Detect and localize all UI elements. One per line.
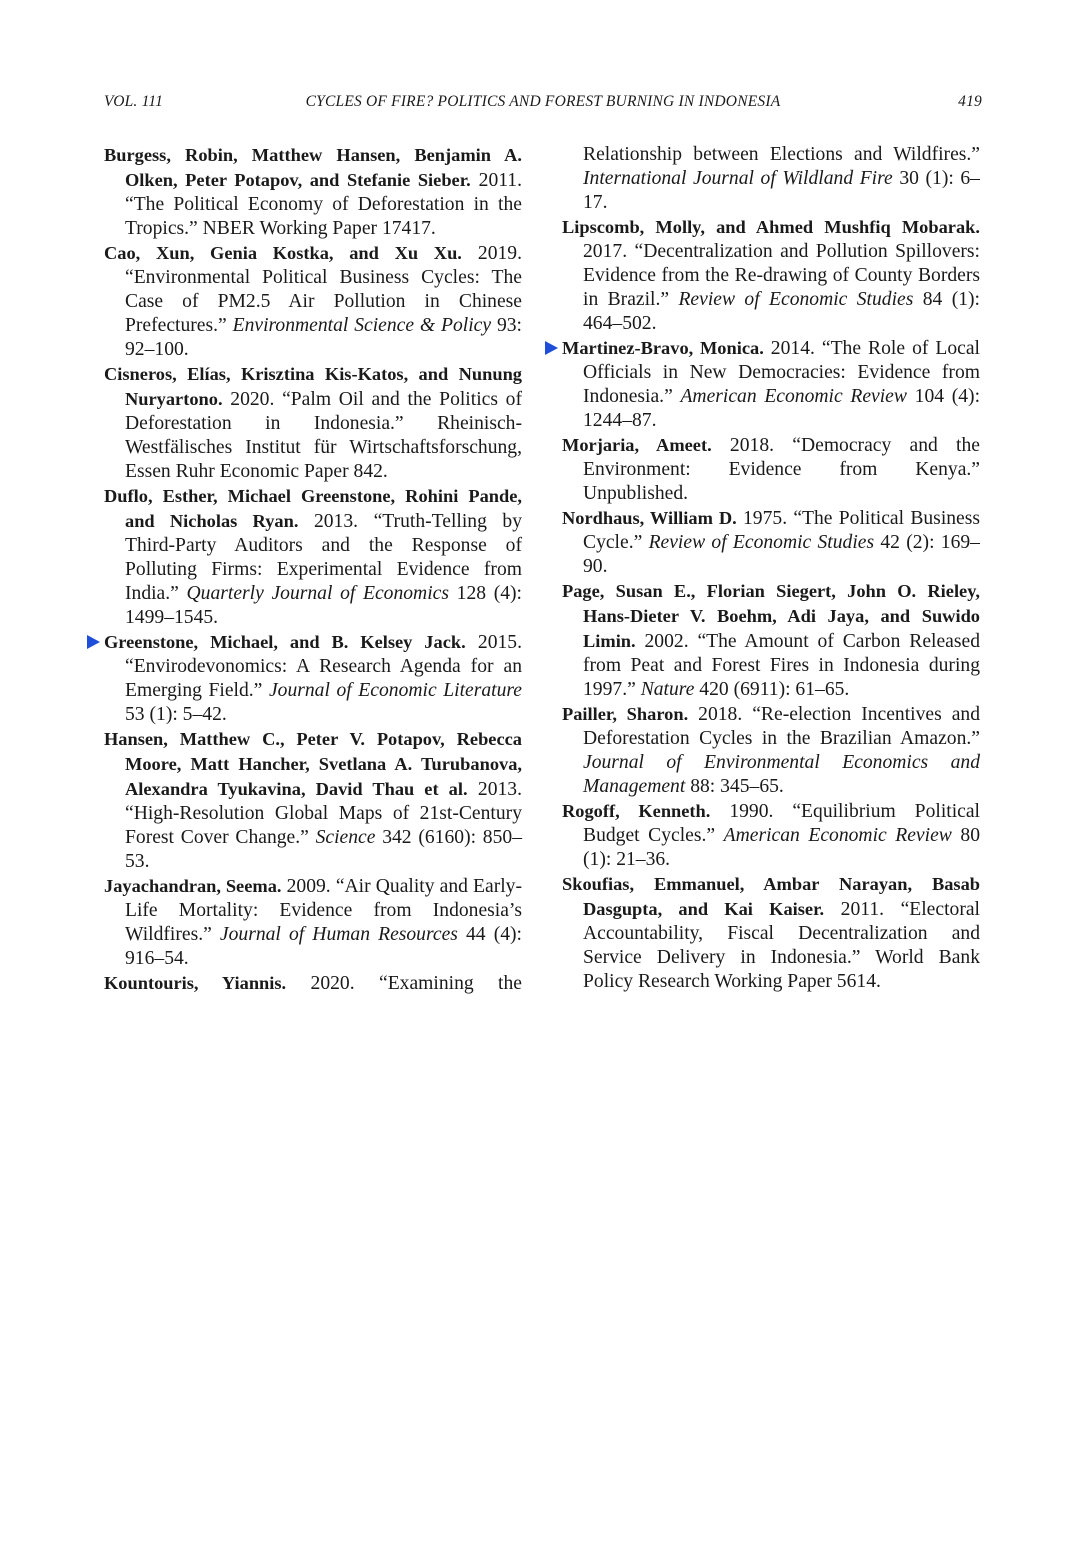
reference-details: 2011. “Electoral Accountability, Fiscal Decentralization and Service Delivery in Indonesia.” World Bank Policy Research Working Paper 5614. xyxy=(583,899,980,992)
reference-entry xyxy=(104,143,522,241)
volume-label: VOL. 111 xyxy=(104,93,164,110)
reference-volume: 53 (1): 5–42. xyxy=(125,704,227,725)
reference-entry xyxy=(562,215,980,336)
reference-journal: Journal of Environmental Economics and Management xyxy=(583,752,980,797)
reference-entry xyxy=(562,506,980,579)
reference-details: 1990. “Equilibrium Political Budget Cycles.” xyxy=(583,801,980,846)
reference-entry xyxy=(104,362,522,484)
reference-entry xyxy=(104,630,522,727)
references-right-column xyxy=(562,143,980,994)
reference-entry xyxy=(562,872,980,994)
reference-journal: Quarterly Journal of Economics xyxy=(186,583,449,604)
reference-details: 2020. “Palm Oil and the Politics of Deforestation in Indonesia.” Rheinisch-Westfälisches Institut für Wirtschaftsforschung, Essen Ruhr Economic Paper 842. xyxy=(125,389,522,482)
reference-authors: Cisneros, Elías, Krisztina Kis-Katos, and Nunung Nuryartono. xyxy=(104,364,522,409)
reference-volume: 104 (4): 1244–87. xyxy=(583,386,981,431)
reference-details: 2013. “Truth-Telling by Third-Party Auditors and the Response of Polluting Firms: Experimental Evidence from India.” xyxy=(125,511,522,604)
reference-journal: American Economic Review xyxy=(680,386,907,407)
reference-authors: Cao, Xun, Genia Kostka, and Xu Xu. xyxy=(104,243,462,263)
reference-details: 2014. “The Role of Local Officials in New Democracies: Evidence from Indonesia.” xyxy=(583,338,980,407)
reference-entry-continued xyxy=(562,143,980,215)
reference-volume: 128 (4): 1499–1545. xyxy=(125,583,522,628)
reference-authors: Page, Susan E., Florian Siegert, John O. Rieley, Hans-Dieter V. Boehm, Adi Jaya, and Suwido Limin. xyxy=(562,581,980,651)
reference-details: Relationship between Elections and Wildfires.” xyxy=(583,144,980,165)
reference-journal: Environmental Science & Policy xyxy=(232,315,492,336)
reference-details: 1975. “The Political Business Cycle.” xyxy=(583,508,981,553)
reference-entry xyxy=(104,484,522,630)
reference-journal: Review of Economic Studies xyxy=(678,289,914,310)
reference-volume: 88: 345–65. xyxy=(685,776,784,797)
reference-entry xyxy=(562,579,980,702)
running-title: CYCLES OF FIRE? POLITICS AND FOREST BURNING IN INDONESIA xyxy=(305,93,781,110)
reference-entry xyxy=(104,241,522,362)
reference-authors: Rogoff, Kenneth. xyxy=(562,801,711,821)
reference-volume: 44 (4): 916–54. xyxy=(125,924,522,969)
reference-details: 2015. “Envirodevonomics: A Research Agenda for an Emerging Field.” xyxy=(125,632,522,701)
reference-authors: Martinez-Bravo, Monica. xyxy=(562,338,764,358)
reference-entry xyxy=(562,799,980,872)
reference-details: 2017. “Decentralization and Pollution Spillovers: Evidence from the Re-drawing of County Borders in Brazil.” xyxy=(583,241,980,310)
reference-entry xyxy=(562,433,980,506)
reference-authors: Nordhaus, William D. xyxy=(562,508,737,528)
reference-entry xyxy=(562,336,980,433)
reference-details: 2018. “Democracy and the Environment: Evidence from Kenya.” Unpublished. xyxy=(583,435,980,504)
reference-journal: Journal of Economic Literature xyxy=(268,680,522,701)
reference-volume: 420 (6911): 61–65. xyxy=(694,679,850,700)
reference-details: 2013. “High-Resolution Global Maps of 21st-Century Forest Cover Change.” xyxy=(125,779,523,848)
reference-journal: American Economic Review xyxy=(723,825,952,846)
reference-details: 2018. “Re-election Incentives and Deforestation Cycles in the Brazilian Amazon.” xyxy=(583,704,981,749)
reference-volume: 342 (6160): 850–53. xyxy=(125,827,522,872)
reference-authors: Pailler, Sharon. xyxy=(562,704,689,724)
running-head xyxy=(104,93,982,117)
reference-journal: Science xyxy=(315,827,376,848)
reference-entry xyxy=(562,702,980,799)
reference-volume: 93: 92–100. xyxy=(125,315,522,360)
reference-details: 2002. “The Amount of Carbon Released from Peat and Forest Fires in Indonesia during 1997.” xyxy=(583,631,980,700)
reference-entry xyxy=(104,971,522,996)
reference-authors: Skoufias, Emmanuel, Ambar Narayan, Basab Dasgupta, and Kai Kaiser. xyxy=(562,874,980,919)
reference-volume: 80 (1): 21–36. xyxy=(583,825,980,870)
reference-journal: International Journal of Wildland Fire xyxy=(583,168,893,189)
reference-details: 2020. “Examining the xyxy=(286,973,522,994)
reference-volume: 30 (1): 6–17. xyxy=(583,168,980,213)
reference-details: 2009. “Air Quality and Early-Life Mortality: Evidence from Indonesia’s Wildfires.” xyxy=(125,876,522,945)
page-number: 419 xyxy=(958,93,982,110)
reference-authors: Morjaria, Ameet. xyxy=(562,435,712,455)
reference-authors: Jayachandran, Seema. xyxy=(104,876,282,896)
reference-authors: Duflo, Esther, Michael Greenstone, Rohini Pande, and Nicholas Ryan. xyxy=(104,486,522,531)
references-left-column xyxy=(104,143,522,996)
reference-authors: Greenstone, Michael, and B. Kelsey Jack. xyxy=(104,632,466,652)
reference-entry xyxy=(104,874,522,971)
reference-entry xyxy=(104,727,522,874)
reference-authors: Lipscomb, Molly, and Ahmed Mushfiq Mobarak. xyxy=(562,217,980,237)
reference-volume: 84 (1): 464–502. xyxy=(583,289,980,334)
reference-authors: Hansen, Matthew C., Peter V. Potapov, Rebecca Moore, Matt Hancher, Svetlana A. Turubanova, Alexandra Tyukavina, David Thau et al. xyxy=(104,729,522,799)
reference-journal: Nature xyxy=(640,679,695,700)
reference-details: 2019. “Environmental Political Business Cycles: The Case of PM2.5 Air Pollution in Chinese Prefectures.” xyxy=(125,243,522,336)
reference-journal: Review of Economic Studies xyxy=(648,532,875,553)
reference-volume: 42 (2): 169–90. xyxy=(583,532,980,577)
reference-authors: Kountouris, Yiannis. xyxy=(104,973,287,993)
reference-journal: Journal of Human Resources xyxy=(219,924,458,945)
reference-authors: Burgess, Robin, Matthew Hansen, Benjamin A. Olken, Peter Potapov, and Stefanie Sieber. xyxy=(104,145,522,190)
link-marker-icon[interactable] xyxy=(87,635,100,649)
link-marker-icon[interactable] xyxy=(545,341,558,355)
reference-details: 2011. “The Political Economy of Deforestation in the Tropics.” NBER Working Paper 17417. xyxy=(125,170,523,239)
